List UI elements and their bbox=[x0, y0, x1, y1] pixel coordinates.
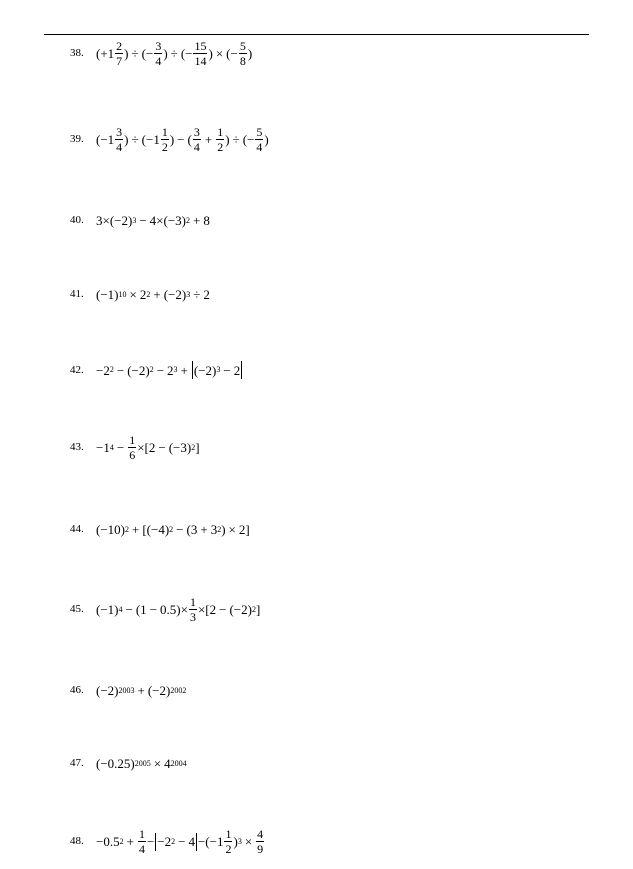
problem-number: 45. bbox=[70, 603, 84, 615]
problem-43 bbox=[70, 434, 200, 461]
problem-expression: (−1 $\frac{3}{4}$ ) ÷ (−1 $\frac{1}{2}$ ) − ( $\frac{3}{4}$ + $\frac{1}{2}$ ) ÷ (− $\frac{5}{4}$ ) bbox=[96, 125, 269, 154]
problem-expression: −1 4 − $\frac{1}{6}$ ×[2 − (−3) 2 ] bbox=[96, 433, 200, 462]
problem-expression: (−1) 4 − (1 − 0.5)× $\frac{1}{3}$ ×[2 − (−2) 2 ] bbox=[96, 595, 261, 624]
problem-38 bbox=[70, 40, 252, 67]
problem-40 bbox=[70, 214, 210, 227]
problem-expression: −0.5 2 + $\frac{1}{4}$ − −2 2 − 4 −(−1 $\frac{1}{2}$ ) 3 × $\frac{4}{9}$ bbox=[96, 827, 264, 856]
problem-number: 42. bbox=[70, 363, 84, 376]
problem-46 bbox=[70, 684, 186, 697]
problem-expression: (−1) 10 × 2 2 + (−2) 3 ÷ 2 bbox=[96, 287, 210, 302]
problem-expression: −2 2 − (−2) 2 − 2 3 + (−2) 3 − 2 bbox=[96, 362, 241, 378]
problem-number: 39. bbox=[70, 133, 84, 145]
problem-number: 38. bbox=[70, 47, 84, 59]
problem-number: 48. bbox=[70, 835, 84, 847]
problem-number: 41. bbox=[70, 288, 84, 300]
problem-39 bbox=[70, 126, 269, 153]
problem-expression: (−0.25) 2005 × 4 2004 bbox=[96, 756, 187, 771]
problem-44 bbox=[70, 523, 250, 536]
problem-number: 44. bbox=[70, 523, 84, 535]
problem-45 bbox=[70, 596, 260, 623]
problem-number: 46. bbox=[70, 684, 84, 696]
problem-number: 43. bbox=[70, 441, 84, 453]
problem-expression: 3×(−2) 3 − 4×(−3) 2 + 8 bbox=[96, 213, 210, 228]
problem-48 bbox=[70, 828, 265, 855]
problem-expression: (−10) 2 + [(−4) 2 − (3 + 3 2 ) × 2] bbox=[96, 522, 250, 537]
problem-number: 47. bbox=[70, 757, 84, 769]
problem-expression: (+1 $\frac{2}{7}$ ) ÷ (− $\frac{3}{4}$ ) ÷ (− $\frac{15}{14}$ ) × (− $\frac{5}{8}$ ) bbox=[96, 39, 253, 68]
top-rule bbox=[44, 34, 589, 35]
problem-42 bbox=[70, 361, 243, 379]
problem-expression: (−2) 2003 + (−2) 2002 bbox=[96, 683, 187, 698]
problem-number: 40. bbox=[70, 214, 84, 226]
problem-47 bbox=[70, 757, 187, 770]
problem-41 bbox=[70, 288, 210, 301]
